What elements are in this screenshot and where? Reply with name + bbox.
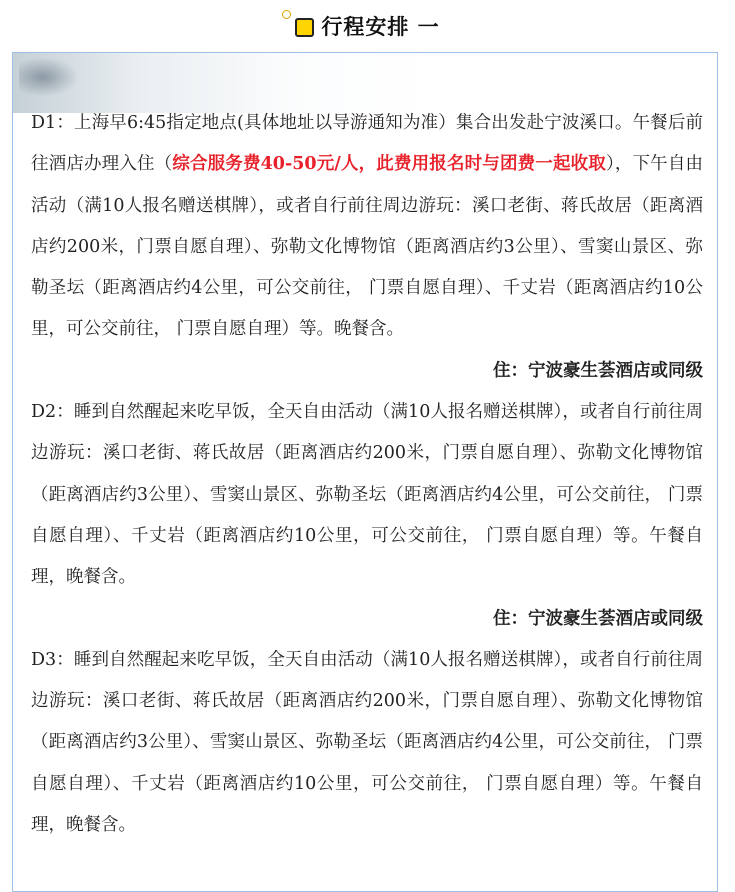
day-1-fee-note: 综合服务费40-50元/人，此费用报名时与团费一起收取 (172, 154, 606, 175)
day-2-text: 睡到自然醒起来吃早饭，全天自由活动（满10人报名赠送棋牌），或者自行前往周边游玩：溪口老街、蒋氏故居（距离酒店约200米，门票自愿自理）、弥勒文化博物馆（距离酒店约3公里）、雪窦山景区、弥勒圣坛（距离酒店约4公里，可公交前往， 门票自愿自理）、千丈岩（距离酒店约10公里，可公交前往， 门票自愿自理）等。午餐自理，晚餐含。 (31, 402, 704, 588)
section-title: 行程安排 一 (321, 15, 440, 39)
day-1-description (31, 103, 703, 351)
day-3-description (31, 640, 703, 846)
day-1-label: D1： (31, 113, 74, 133)
day-2-accommodation: 住：宁波豪生荟酒店或同级 (493, 608, 703, 629)
decorative-dot-icon (282, 10, 291, 19)
day-2-label: D2： (31, 402, 74, 423)
day-1 (31, 103, 703, 392)
day-1-text-after: ），下午自由活动（满10人报名赠送棋牌），或者自行前往周边游玩：溪口老街、蒋氏故居（距离酒店约200米，门票自愿自理）、弥勒文化博物馆（距离酒店约3公里）、雪窦山景区、弥勒圣坛（距离酒店约4公里，可公交前往， 门票自愿自理）、千丈岩（距离酒店约10公里，可公交前往， 门票自愿自理）等。晚餐含。 (31, 154, 704, 340)
itinerary-panel (12, 52, 718, 892)
day-1-text-before: 上海早6:45指定地点(具体地址以导游通知为准）集合出发赴宁波溪口。午餐后前往酒店办理入住（ (31, 113, 703, 175)
yellow-square-icon (295, 18, 314, 37)
section-header (0, 0, 735, 52)
itinerary-content (31, 103, 703, 846)
day-2 (31, 392, 703, 640)
ink-painting-decoration-detail (19, 57, 79, 97)
day-3 (31, 640, 703, 846)
day-1-accommodation: 住：宁波豪生荟酒店或同级 (493, 360, 703, 381)
day-2-description (31, 392, 703, 598)
day-3-text: 睡到自然醒起来吃早饭，全天自由活动（满10人报名赠送棋牌），或者自行前往周边游玩：溪口老街、蒋氏故居（距离酒店约200米，门票自愿自理）、弥勒文化博物馆（距离酒店约3公里）、雪窦山景区、弥勒圣坛（距离酒店约4公里，可公交前往， 门票自愿自理）、千丈岩（距离酒店约10公里，可公交前往， 门票自愿自理）等。午餐自理，晚餐含。 (31, 649, 704, 836)
day-3-label: D3： (31, 649, 74, 670)
